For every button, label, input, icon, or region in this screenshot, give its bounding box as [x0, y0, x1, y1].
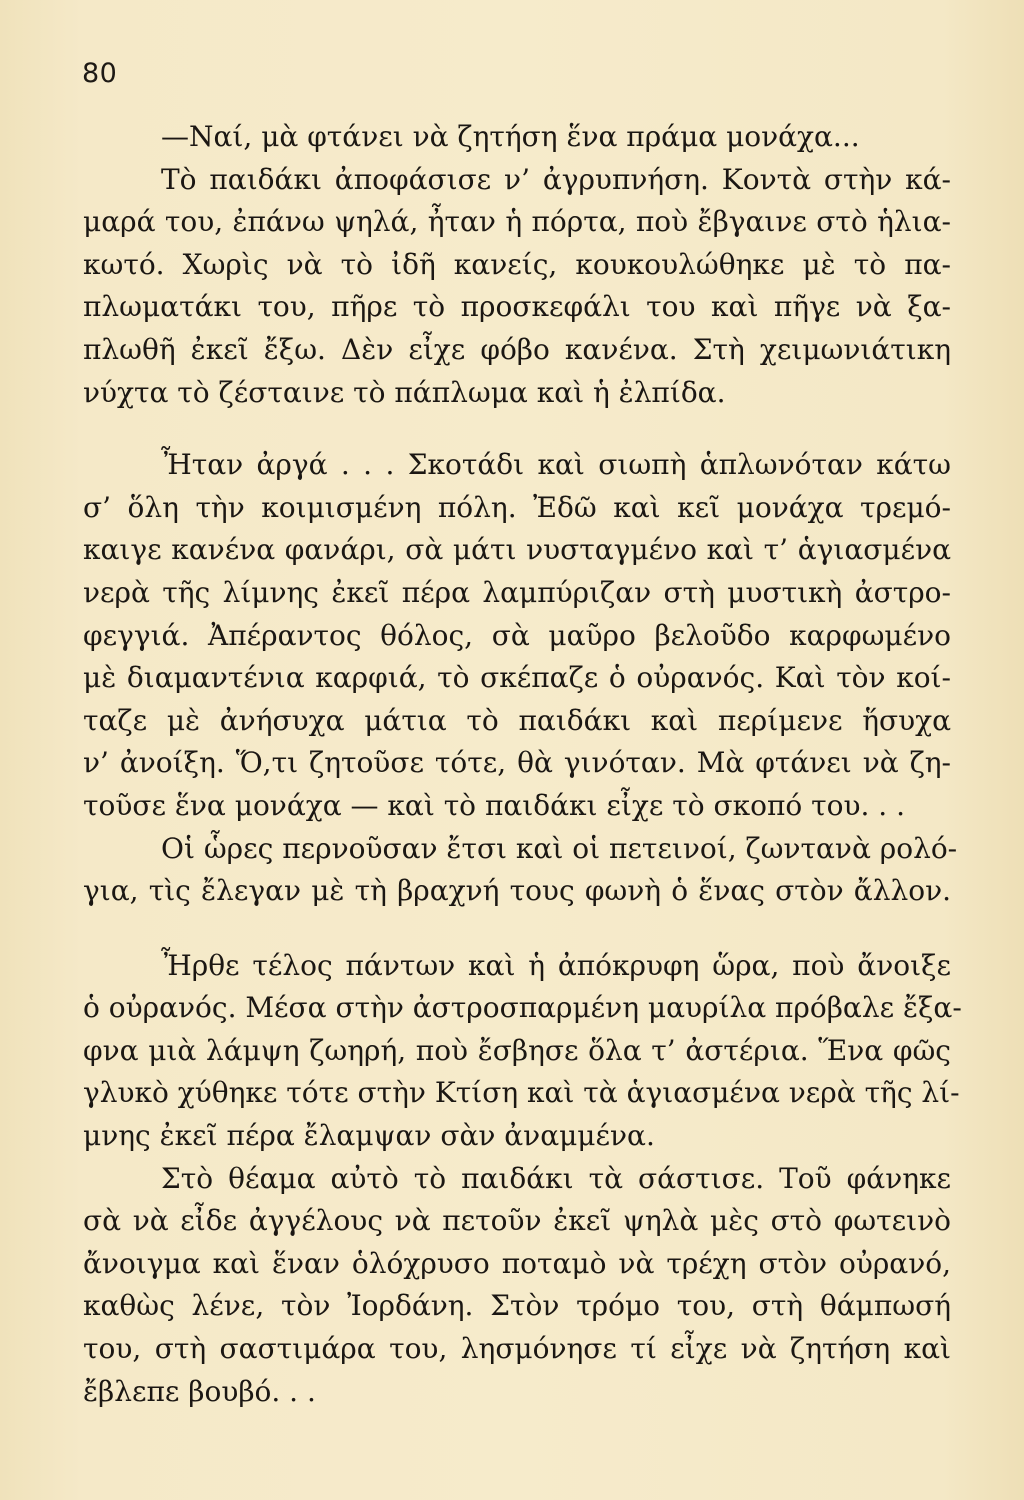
text-line: μαρά του, ἐπάνω ψηλά, ἦταν ἡ πόρτα, ποὺ ἔβγαινε στὸ ἡλια- — [83, 205, 951, 239]
paragraph-1 — [83, 116, 951, 159]
paragraph-5 — [83, 945, 962, 1158]
text-line: ἔβλεπε βουβό. . . — [83, 1374, 316, 1408]
text-line: νερὰ τῆς λίμνης ἐκεῖ πέρα λαμπύριζαν στὴ μυστικὴ ἀστρο- — [83, 575, 951, 609]
text-line: μνης ἐκεῖ πέρα ἔλαμψαν σὰν ἀναμμένα. — [83, 1119, 655, 1153]
text-line: καιγε κανένα φανάρι, σὰ μάτι νυσταγμένο καὶ τ’ ἁγιασμένα — [83, 533, 951, 567]
text-line: νύχτα τὸ ζέσταινε τὸ πάπλωμα καὶ ἡ ἐλπίδα. — [83, 375, 726, 409]
text-line: Τὸ παιδάκι ἀποφάσισε ν’ ἀγρυπνήση. Κοντὰ στὴν κά- — [161, 162, 951, 196]
text-line: σὰ νὰ εἶδε ἀγγέλους νὰ πετοῦν ἐκεῖ ψηλὰ μὲς στὸ φωτεινὸ — [83, 1204, 951, 1238]
text-line: ν’ ἀνοίξη. Ὅ,τι ζητοῦσε τότε, θὰ γινόταν. Μὰ φτάνει νὰ ζη- — [83, 746, 951, 780]
page-number: 80 — [82, 58, 118, 89]
text-line: του, στὴ σαστιμάρα του, λησμόνησε τί εἶχε νὰ ζητήση καὶ — [83, 1332, 951, 1366]
text-line: Οἱ ὧρες περνοῦσαν ἔτσι καὶ οἱ πετεινοί, ζωντανὰ ρολό- — [161, 831, 958, 865]
text-line: πλωματάκι του, πῆρε τὸ προσκεφάλι του καὶ πῆγε νὰ ξα- — [83, 290, 951, 324]
text-line: σ’ ὅλη τὴν κοιμισμένη πόλη. Ἐδῶ καὶ κεῖ μονάχα τρεμό- — [83, 490, 951, 524]
paragraph-3 — [83, 444, 951, 827]
text-line: γλυκὸ χύθηκε τότε στὴν Κτίση καὶ τὰ ἁγιασμένα νερὰ τῆς λί- — [83, 1076, 960, 1110]
text-line: ὁ οὐρανός. Μέσα στὴν ἀστροσπαρμένη μαυρίλα πρόβαλε ἔξα- — [83, 991, 962, 1025]
text-line: φνα μιὰ λάμψη ζωηρή, ποὺ ἔσβησε ὅλα τ’ ἀστέρια. Ἕνα φῶς — [83, 1033, 951, 1067]
text-line: Ἦρθε τέλος πάντων καὶ ἡ ἀπόκρυφη ὥρα, ποὺ ἄνοιξε — [161, 948, 951, 982]
text-line: φεγγιά. Ἀπέραντος θόλος, σὰ μαῦρο βελοῦδο καρφωμένο — [83, 618, 951, 652]
text-line: κωτό. Χωρὶς νὰ τὸ ἰδῆ κανείς, κουκουλώθηκε μὲ τὸ πα- — [83, 247, 951, 281]
paragraph-6 — [83, 1158, 951, 1414]
text-line: πλωθῆ ἐκεῖ ἔξω. Δὲν εἶχε φόβο κανένα. Στὴ χειμωνιάτικη — [83, 332, 951, 366]
body-text — [83, 116, 962, 1413]
paragraph-4 — [83, 828, 958, 913]
text-line: καθὼς λένε, τὸν Ἰορδάνη. Στὸν τρόμο του, στὴ θάμπωσή — [83, 1289, 951, 1323]
text-line: ταζε μὲ ἀνήσυχα μάτια τὸ παιδάκι καὶ περίμενε ἥσυχα — [83, 703, 951, 737]
paragraph-spacer — [83, 913, 951, 945]
paragraph-2 — [83, 159, 951, 415]
text-line: μὲ διαμαντένια καρφιά, τὸ σκέπαζε ὁ οὐρανός. Καὶ τὸν κοί- — [83, 661, 951, 695]
text-line: Ἦταν ἀργά . . . Σκοτάδι καὶ σιωπὴ ἁπλωνόταν κάτω — [161, 448, 951, 482]
text-line: Στὸ θέαμα αὐτὸ τὸ παιδάκι τὰ σάστισε. Τοῦ φάνηκε — [161, 1161, 951, 1195]
text-line: ἄνοιγμα καὶ ἕναν ὁλόχρυσο ποταμὸ νὰ τρέχη στὸν οὐρανό, — [83, 1246, 951, 1280]
paragraph-spacer — [83, 414, 951, 444]
text-line: τοῦσε ἕνα μονάχα — καὶ τὸ παιδάκι εἶχε τὸ σκοπό του. . . — [83, 788, 905, 822]
text-line: για, τὶς ἔλεγαν μὲ τὴ βραχνή τους φωνὴ ὁ ἕνας στὸν ἄλλον. — [83, 874, 951, 908]
text-line: —Ναί, μὰ φτάνει νὰ ζητήση ἕνα πράμα μονάχα... — [161, 120, 860, 153]
